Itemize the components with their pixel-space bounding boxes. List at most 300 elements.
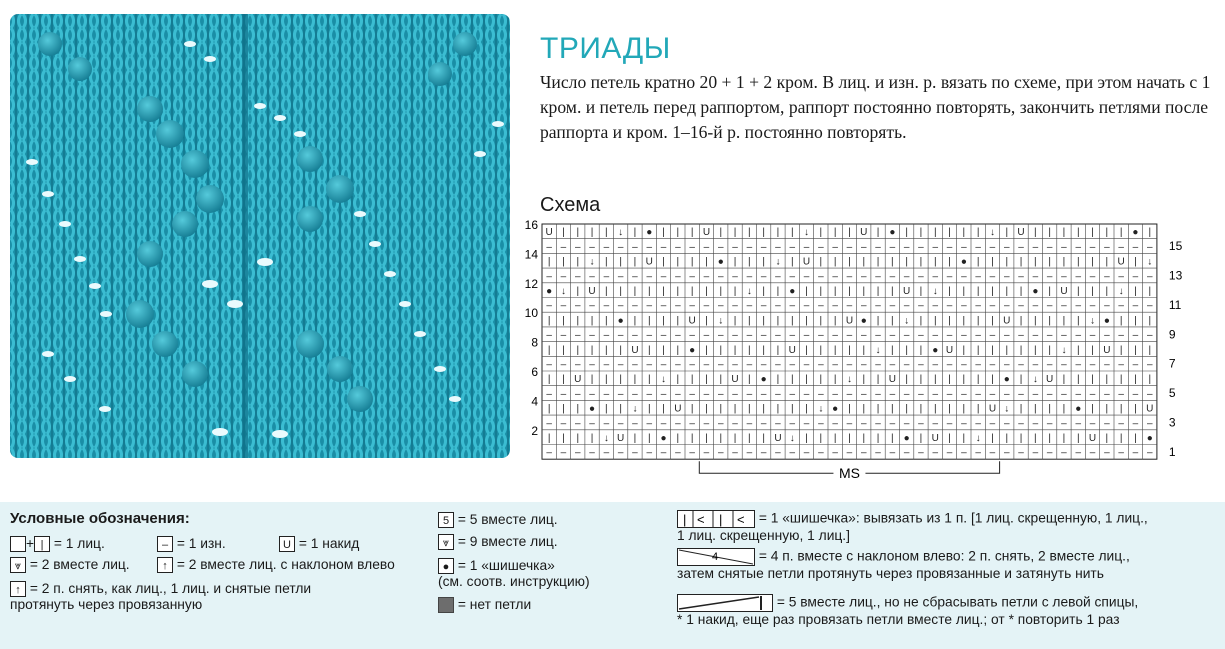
chart-cell: |: [976, 227, 980, 239]
chart-cell: –: [632, 359, 638, 371]
bobble-icon: ●: [438, 558, 454, 574]
chart-cell: –: [689, 359, 695, 371]
chart-cell: –: [989, 330, 996, 342]
chart-cell: |: [719, 286, 723, 297]
chart-cell: –: [1118, 241, 1124, 253]
chart-cell: –: [717, 359, 724, 371]
chart-cell: –: [1032, 271, 1039, 283]
chart-cell: –: [875, 271, 881, 283]
chart-cell: –: [632, 300, 638, 312]
chart-cell: |: [776, 374, 780, 386]
row-label-left: 8: [531, 335, 538, 350]
chart-cell: ↓: [661, 374, 667, 386]
chart-cell: –: [746, 271, 753, 283]
chart-cell: |: [848, 256, 851, 268]
chart-cell: –: [1118, 359, 1124, 371]
chart-cell: –: [818, 418, 824, 430]
chart-cell: |: [1105, 227, 1109, 239]
chart-cell: –: [1104, 330, 1110, 342]
chart-cell: –: [1075, 388, 1082, 400]
chart-cell: –: [1118, 271, 1124, 283]
chart-cell: ●: [889, 227, 896, 239]
legend-k4tog: 4 = 4 п. вместе с наклоном влево: 2 п. снять, 2 вместе лиц., затем снятые петли протянуть через провязанные и затянуть нить: [677, 548, 1130, 581]
chart-cell: –: [717, 418, 724, 430]
chart-cell: |: [905, 374, 908, 386]
chart-cell: |: [790, 227, 794, 239]
chart-cell: |: [1034, 403, 1037, 415]
chart-cell: –: [875, 300, 881, 312]
chart-cell: –: [860, 418, 867, 430]
chart-cell: –: [946, 300, 953, 312]
chart-cell: –: [818, 271, 824, 283]
chart-cell: |: [933, 374, 937, 386]
chart-cell: |: [562, 227, 565, 239]
chart-cell: –: [932, 418, 939, 430]
chart-cell: |: [919, 433, 923, 444]
chart-cell: |: [962, 403, 966, 415]
chart-cell: –: [860, 241, 867, 253]
chart-cell: –: [932, 447, 939, 459]
chart-cell: –: [560, 330, 567, 342]
chart-cell: –: [717, 330, 724, 342]
chart-cell: |: [590, 315, 594, 327]
chart-cell: –: [732, 388, 738, 400]
chart-cell: |: [762, 315, 765, 327]
row-label-right: 11: [1168, 297, 1182, 312]
chart-cell: –: [732, 241, 738, 253]
chart-cell: |: [719, 227, 723, 239]
chart-cell: ●: [546, 286, 553, 297]
chart-cell: –: [975, 300, 981, 312]
chart-cell: U: [1103, 344, 1111, 356]
chart-cell: |: [1105, 374, 1109, 386]
chart-cell: –: [832, 330, 838, 342]
chart-cell: |: [976, 374, 980, 386]
chart-cell: –: [903, 241, 910, 253]
chart-cell: |: [790, 374, 794, 386]
chart-cell: –: [574, 447, 581, 459]
chart-cell: –: [732, 330, 738, 342]
chart-cell: –: [860, 388, 867, 400]
chart-cell: –: [1089, 300, 1096, 312]
chart-cell: –: [1089, 447, 1096, 459]
chart-cell: ●: [1075, 403, 1082, 415]
chart-cell: –: [1061, 359, 1067, 371]
chart-cell: –: [546, 300, 552, 312]
chart-cell: –: [961, 359, 967, 371]
chart-cell: –: [689, 418, 695, 430]
chart-cell: |: [776, 227, 780, 239]
chart-cell: –: [775, 241, 781, 253]
chart-cell: ●: [1132, 227, 1139, 239]
chart-cell: –: [1046, 300, 1053, 312]
chart-cell: –: [946, 359, 953, 371]
chart-cell: U: [1088, 433, 1097, 444]
chart-cell: –: [760, 388, 767, 400]
chart-cell: –: [689, 271, 695, 283]
chart-cell: U: [574, 374, 582, 386]
chart-cell: –: [1003, 418, 1010, 430]
chart-cell: |: [762, 227, 765, 239]
chart-cell: |: [1134, 344, 1137, 356]
chart-cell: |: [762, 344, 765, 356]
chart-cell: U: [1046, 374, 1054, 386]
chart-cell: |: [690, 227, 694, 239]
chart-cell: |: [962, 286, 966, 297]
chart-cell: –: [703, 447, 710, 459]
svg-text:|: |: [683, 512, 687, 527]
chart-cell: –: [1032, 447, 1039, 459]
k2tog-left-icon: ↑: [157, 557, 173, 573]
chart-cell: –: [903, 330, 910, 342]
chart-cell: |: [1076, 227, 1080, 239]
chart-cell: –: [832, 241, 838, 253]
chart-cell: |: [662, 256, 665, 268]
chart-cell: –: [860, 271, 867, 283]
chart-cell: |: [1134, 256, 1137, 268]
chart-cell: –: [1118, 330, 1124, 342]
row-label-left: 2: [531, 423, 538, 438]
chart-cell: –: [1089, 330, 1096, 342]
legend-sk2p: ↑ = 2 п. снять, как лиц., 1 лиц. и снятые петли протянуть через провязанную: [10, 581, 312, 613]
chart-cell: |: [662, 227, 665, 239]
chart-cell: |: [1134, 433, 1137, 444]
chart-cell: ●: [717, 256, 724, 268]
chart-cell: –: [603, 271, 610, 283]
chart-cell: –: [1075, 359, 1082, 371]
chart-cell: –: [589, 300, 595, 312]
chart-cell: |: [1034, 344, 1037, 356]
chart-cell: –: [1046, 447, 1053, 459]
chart-cell: |: [790, 315, 794, 327]
chart-cell: |: [605, 256, 608, 268]
chart-cell: |: [647, 286, 651, 297]
chart-cell: –: [703, 300, 710, 312]
chart-cell: |: [776, 286, 780, 297]
chart-cell: –: [903, 388, 910, 400]
chart-cell: –: [989, 271, 996, 283]
svg-text:4: 4: [712, 551, 719, 563]
chart-cell: –: [1104, 241, 1110, 253]
chart-cell: |: [690, 374, 694, 386]
chart-cell: –: [1061, 271, 1067, 283]
chart-cell: |: [833, 433, 837, 444]
chart-cell: |: [819, 227, 823, 239]
chart-cell: –: [803, 447, 810, 459]
chart-cell: –: [689, 330, 695, 342]
chart-cell: –: [789, 388, 796, 400]
chart-cell: U: [688, 315, 696, 327]
chart-cell: –: [860, 300, 867, 312]
chart-cell: –: [1061, 300, 1067, 312]
chart-cell: –: [903, 418, 910, 430]
chart-cell: ↓: [589, 256, 595, 268]
chart-cell: |: [776, 403, 780, 415]
chart-cell: |: [1005, 256, 1009, 268]
chart-cell: –: [875, 330, 881, 342]
row-label-left: 6: [531, 365, 538, 379]
knitting-sample-photo: [10, 14, 510, 458]
chart-cell: |: [1076, 433, 1080, 444]
chart-cell: |: [1076, 315, 1080, 327]
chart-cell: |: [948, 256, 951, 268]
chart-cell: –: [760, 359, 767, 371]
chart-cell: –: [1146, 330, 1153, 342]
chart-cell: –: [1003, 300, 1010, 312]
chart-cell: |: [919, 403, 923, 415]
chart-cell: –: [675, 447, 681, 459]
chart-cell: |: [962, 227, 966, 239]
chart-cell: |: [1062, 374, 1066, 386]
chart-cell: ●: [960, 256, 967, 268]
chart-cell: –: [660, 418, 667, 430]
chart-cell: |: [1105, 403, 1109, 415]
chart-cell: –: [975, 271, 981, 283]
chart-cell: –: [646, 359, 653, 371]
chart-cell: U: [545, 227, 553, 239]
chart-cell: |: [547, 403, 551, 415]
chart-cell: |: [1062, 403, 1066, 415]
chart-cell: |: [705, 403, 708, 415]
chart-cell: –: [918, 447, 924, 459]
chart-cell: ●: [903, 433, 910, 444]
chart-cell: –: [1061, 388, 1067, 400]
chart-cell: –: [1003, 359, 1010, 371]
chart-cell: ●: [789, 286, 796, 297]
chart-cell: |: [619, 344, 622, 356]
chart-cell: |: [848, 344, 851, 356]
chart-cell: |: [1019, 374, 1023, 386]
chart-cell: –: [846, 447, 853, 459]
chart-cell: U: [1003, 315, 1011, 327]
chart-cell: –: [932, 271, 939, 283]
chart-cell: –: [546, 271, 552, 283]
chart-cell: ↓: [818, 403, 824, 415]
chart-cell: U: [631, 344, 639, 356]
chart-cell: ●: [1103, 315, 1110, 327]
chart-cell: –: [1061, 418, 1067, 430]
chart-cell: ↓: [746, 286, 752, 297]
chart-cell: –: [846, 300, 853, 312]
chart-cell: –: [574, 418, 581, 430]
chart-cell: |: [819, 286, 823, 297]
chart-cell: –: [703, 271, 710, 283]
chart-cell: –: [875, 359, 881, 371]
chart-cell: –: [832, 447, 838, 459]
chart-cell: –: [646, 241, 653, 253]
chart-cell: |: [891, 286, 894, 297]
chart-cell: |: [862, 344, 866, 356]
chart-cell: |: [633, 286, 637, 297]
chart-cell: –: [646, 271, 653, 283]
chart-cell: ↓: [560, 286, 566, 297]
chart-cell: |: [690, 286, 694, 297]
svg-text:<: <: [737, 512, 745, 527]
chart-cell: |: [1062, 256, 1066, 268]
chart-cell: –: [560, 447, 567, 459]
legend-k2tog: ⩔ = 2 вместе лиц.: [10, 557, 130, 573]
chart-cell: U: [731, 374, 739, 386]
chart-cell: –: [775, 271, 781, 283]
chart-cell: –: [1146, 300, 1153, 312]
chart-cell: –: [1146, 271, 1153, 283]
chart-cell: –: [703, 330, 710, 342]
chart-cell: |: [676, 433, 680, 444]
chart-cell: –: [889, 388, 896, 400]
chart-cell: |: [891, 344, 894, 356]
chart-cell: |: [876, 256, 880, 268]
chart-cell: |: [962, 433, 966, 444]
chart-cell: –: [1075, 241, 1082, 253]
chart-cell: –: [560, 418, 567, 430]
chart-cell: –: [589, 359, 595, 371]
chart-cell: –: [789, 271, 796, 283]
chart-cell: –: [1132, 418, 1139, 430]
chart-cell: |: [562, 374, 565, 386]
chart-cell: –: [846, 359, 853, 371]
chart-cell: |: [576, 315, 580, 327]
chart-cell: –: [832, 359, 838, 371]
row-label-right: 15: [1168, 239, 1183, 254]
chart-cell: –: [574, 388, 581, 400]
chart-cell: ↓: [718, 315, 724, 327]
chart-cell: |: [790, 256, 794, 268]
chart-cell: –: [717, 388, 724, 400]
chart-cell: U: [845, 315, 854, 327]
chart-cell: –: [546, 359, 552, 371]
chart-cell: –: [1132, 388, 1139, 400]
chart-cell: |: [848, 403, 851, 415]
chart-cell: –: [546, 447, 552, 459]
chart-cell: –: [617, 330, 624, 342]
chart-cell: |: [1134, 403, 1137, 415]
chart-cell: –: [846, 418, 853, 430]
chart-cell: –: [546, 241, 552, 253]
chart-cell: –: [1104, 300, 1110, 312]
chart-cell: –: [875, 388, 881, 400]
chart-cell: |: [1148, 374, 1152, 386]
chart-cell: –: [789, 330, 796, 342]
chart-cell: |: [876, 286, 880, 297]
chart-cell: |: [976, 286, 980, 297]
chart-cell: ↓: [804, 227, 810, 239]
chart-cell: –: [760, 300, 767, 312]
chart-cell: –: [646, 388, 653, 400]
chart-cell: ●: [932, 344, 939, 356]
chart-cell: ●: [646, 227, 653, 239]
chart-cell: |: [1034, 227, 1037, 239]
chart-cell: –: [632, 271, 638, 283]
chart-cell: |: [733, 315, 737, 327]
chart-cell: |: [876, 433, 880, 444]
chart-cell: |: [647, 344, 651, 356]
chart-cell: –: [961, 388, 967, 400]
chart-cell: –: [832, 388, 838, 400]
chart-cell: –: [1061, 330, 1067, 342]
chart-cell: –: [675, 241, 681, 253]
chart-cell: –: [803, 388, 810, 400]
chart-cell: ●: [1003, 374, 1010, 386]
chart-cell: |: [662, 286, 665, 297]
chart-cell: –: [1032, 330, 1039, 342]
legend-title: Условные обозначения:: [10, 510, 190, 527]
chart-cell: |: [1091, 374, 1094, 386]
chart-cell: –: [989, 418, 996, 430]
chart-cell: |: [676, 315, 680, 327]
chart-cell: –: [818, 300, 824, 312]
chart-cell: U: [588, 286, 596, 297]
chart-cell: |: [1048, 256, 1051, 268]
chart-cell: |: [619, 403, 622, 415]
chart-cell: –: [818, 447, 824, 459]
chart-cell: –: [889, 418, 896, 430]
chart-cell: |: [562, 403, 565, 415]
chart-cell: |: [1076, 286, 1080, 297]
chart-cell: –: [574, 271, 581, 283]
chart-cell: –: [1104, 447, 1110, 459]
chart-cell: |: [1005, 227, 1009, 239]
purl-dash-icon: –: [157, 536, 173, 552]
legend-yo: U = 1 накид: [279, 536, 359, 552]
chart-cell: |: [1005, 433, 1009, 444]
chart-cell: –: [617, 418, 624, 430]
chart-cell: |: [805, 433, 808, 444]
chart-cell: –: [975, 359, 981, 371]
chart-cell: –: [1018, 271, 1024, 283]
chart-cell: |: [905, 403, 908, 415]
chart-cell: –: [789, 418, 796, 430]
row-label-right: 13: [1168, 268, 1183, 283]
chart-cell: –: [961, 271, 967, 283]
chart-cell: ↓: [846, 374, 852, 386]
chart-cell: |: [676, 374, 680, 386]
chart-cell: ↓: [1090, 315, 1096, 327]
chart-cell: –: [1046, 241, 1053, 253]
chart-cell: –: [760, 241, 767, 253]
chart-cell: –: [1118, 418, 1124, 430]
chart-cell: –: [889, 271, 896, 283]
chart-cell: –: [1018, 300, 1024, 312]
chart-cell: |: [647, 433, 651, 444]
legend-k9tog: ⩔ = 9 вместе лиц.: [438, 534, 558, 550]
chart-cell: –: [1046, 418, 1053, 430]
row-label-right: 1: [1168, 444, 1176, 459]
chart-cell: –: [1018, 418, 1024, 430]
chart-cell: –: [903, 271, 910, 283]
chart-cell: –: [946, 447, 953, 459]
chart-cell: |: [819, 344, 823, 356]
chart-cell: |: [662, 403, 665, 415]
chart-cell: –: [1089, 359, 1096, 371]
chart-cell: –: [946, 271, 953, 283]
chart-cell: –: [989, 359, 996, 371]
chart-cell: –: [660, 447, 667, 459]
chart-cell: –: [1032, 300, 1039, 312]
chart-cell: ↓: [875, 344, 881, 356]
chart-cell: –: [961, 418, 967, 430]
chart-cell: |: [733, 344, 737, 356]
chart-cell: –: [1003, 330, 1010, 342]
chart-cell: |: [919, 344, 923, 356]
chart-cell: |: [1005, 286, 1009, 297]
chart-cell: |: [562, 256, 565, 268]
chart-cell: |: [547, 344, 551, 356]
chart-cell: ↓: [1147, 256, 1153, 268]
chart-cell: ●: [832, 403, 839, 415]
chart-cell: |: [1062, 315, 1066, 327]
chart-cell: |: [948, 315, 951, 327]
chart-cell: –: [1089, 241, 1096, 253]
